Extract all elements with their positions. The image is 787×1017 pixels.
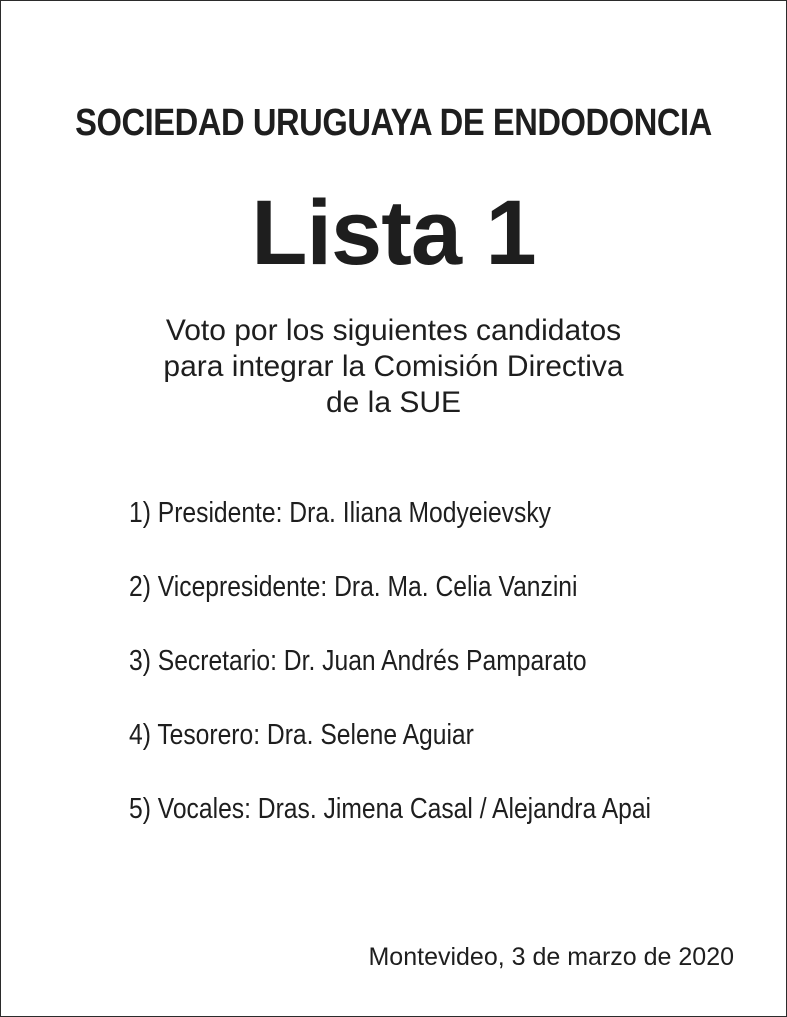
organization-title: SOCIEDAD URUGUAYA DE ENDODONCIA xyxy=(75,102,712,144)
candidate-treasurer: 4) Tesorero: Dra. Selene Aguiar xyxy=(129,719,474,751)
candidate-president: 1) Presidente: Dra. Iliana Modyeievsky xyxy=(129,497,551,529)
candidate-secretary: 3) Secretario: Dr. Juan Andrés Pamparato xyxy=(129,645,587,677)
intro-line: Voto por los siguientes candidatos xyxy=(165,314,622,347)
candidate-list xyxy=(129,493,651,863)
intro-line: para integrar la Comisión Directiva xyxy=(163,350,624,383)
list-title: Lista 1 xyxy=(251,182,536,284)
place-date: Montevideo, 3 de marzo de 2020 xyxy=(368,943,734,971)
intro-statement xyxy=(1,313,786,421)
candidate-vice-president: 2) Vicepresidente: Dra. Ma. Celia Vanzini xyxy=(129,571,578,603)
intro-line: de la SUE xyxy=(325,386,462,419)
candidate-vocals: 5) Vocales: Dras. Jimena Casal / Alejandra Apai xyxy=(129,793,652,825)
